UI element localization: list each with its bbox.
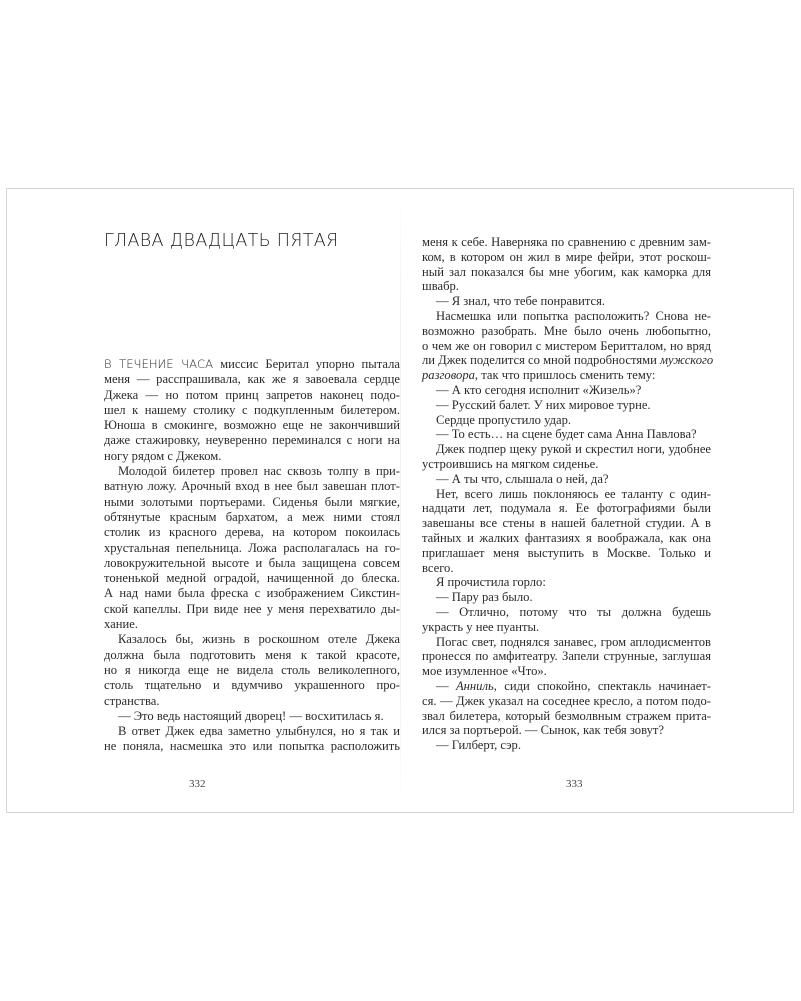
text-segment: пронесся по амфитеатру. Запели струнные, заглушая (422, 649, 711, 664)
text-segment: столик из красного дерева, на котором покоилась (104, 525, 400, 540)
italic-text: Анниль (455, 678, 494, 693)
text-line (422, 709, 711, 724)
text-segment: ватную ложу. Арочный вход в нее был завешан плот- (104, 479, 400, 494)
text-line (104, 372, 400, 387)
left-page-text (104, 357, 400, 755)
text-line (104, 464, 400, 479)
text-line (104, 663, 400, 678)
text-line (422, 694, 711, 709)
text-segment: столь тщательно и вдумчиво украшенного про- (104, 678, 400, 693)
text-segment: — Я знал, что тебе понравится. (436, 294, 606, 309)
text-segment: возможно разобрать. Мне было очень любопытно, (422, 323, 711, 338)
text-segment: ся. — Джек указал на соседнее кресло, а потом подо- (422, 693, 711, 708)
text-line (104, 571, 400, 586)
text-segment: Погас свет, поднялся занавес, гром аплодисментов (436, 634, 711, 649)
text-line (104, 388, 400, 403)
text-segment: хание. (104, 617, 138, 632)
text-line (422, 398, 711, 413)
text-segment: тоненькой медной оградой, начищенной до блеска. (104, 571, 400, 586)
text-segment: Сердце пропустило удар. (436, 412, 572, 427)
page-number-right: 333 (566, 778, 583, 790)
text-segment: мое изумленное «Что». (422, 664, 547, 679)
text-segment: но я никогда еще не видела столь великолепного, (104, 662, 400, 677)
book-fold (400, 189, 401, 812)
text-segment: Насмешка или попытка расположить? Снова не- (436, 308, 711, 323)
italic-text: мужского (659, 353, 714, 368)
text-segment: — Русский балет. У них мировое турне. (436, 397, 651, 412)
text-segment: Юноша в смокинге, возможно еще не закончивший (104, 418, 400, 433)
text-segment: должна была подготовить меня к такой красоте, (104, 647, 400, 662)
text-line (422, 679, 711, 694)
text-segment: приглашает меня выступить в Москве. Только и (422, 545, 711, 560)
text-segment: странства. (104, 693, 160, 708)
text-segment: ными золотыми портьерами. Сиденья были мягкие, (104, 494, 400, 509)
text-line (104, 694, 400, 709)
text-line (104, 479, 400, 494)
text-segment: швабр. (422, 279, 459, 294)
text-line (104, 739, 400, 754)
text-segment: ловокружительной высоте и была защищена совсем (104, 555, 400, 570)
text-line (422, 324, 711, 339)
text-line (422, 383, 711, 398)
italic-text: разговора (422, 368, 475, 383)
text-line (104, 510, 400, 525)
text-line (422, 442, 711, 457)
lead-in-caps: В ТЕЧЕНИЕ ЧАСА (104, 357, 214, 371)
text-segment: шел к нашему столику с подкупленным билетером. (104, 402, 400, 417)
text-line (422, 546, 711, 561)
text-line (422, 413, 711, 428)
text-line (422, 250, 711, 265)
text-segment: — Пару раз было. (436, 590, 533, 605)
text-segment: ился за портьерой. — Сынок, как тебя зовут? (422, 723, 664, 738)
text-segment: обтянутые красным бархатом, а меж ними стоял (104, 509, 400, 524)
text-segment: всего. (422, 560, 454, 575)
text-segment: завешаны все стены в нашей балетной студии. А в (422, 516, 711, 531)
text-segment: , сиди спокойно, спектакль начинает- (493, 678, 711, 693)
text-line (422, 235, 711, 250)
text-segment: ногу рядом с Джеком. (104, 448, 222, 463)
text-line (422, 368, 711, 383)
text-line (422, 649, 711, 664)
text-line (104, 403, 400, 418)
text-line (422, 605, 711, 620)
text-segment: Молодой билетер провел нас сквозь толпу в при- (118, 464, 400, 479)
text-segment: меня — расспрашивала, как же я завоевала сердце (104, 372, 400, 387)
text-segment: украсть у нее пуанты. (422, 619, 540, 634)
chapter-title: ГЛАВА ДВАДЦАТЬ ПЯТАЯ (104, 231, 339, 251)
text-segment: — Это ведь настоящий дворец! — восхитилась я. (118, 708, 384, 723)
text-line (104, 495, 400, 510)
text-line (104, 357, 400, 372)
text-line (422, 265, 711, 280)
text-segment: В ответ Джек едва заметно улыбнулся, но я так и (118, 724, 400, 739)
text-segment: Джека — но потом принц запретов наконец подо- (104, 387, 400, 402)
text-line (422, 339, 711, 354)
text-line (422, 309, 711, 324)
text-segment: хрустальная пепельница. Ложа располагалась на го- (104, 540, 400, 555)
text-line (104, 433, 400, 448)
text-segment: — А кто сегодня исполнит «Жизель»? (436, 382, 642, 397)
text-segment: , так что пришлось сменить тему: (474, 368, 656, 383)
text-segment: надцати лет, подумала я. Ее фотографиями были (422, 501, 711, 516)
text-line (422, 279, 711, 294)
text-line (422, 575, 711, 590)
text-line (422, 472, 711, 487)
text-line (104, 541, 400, 556)
text-line (422, 294, 711, 309)
text-line (422, 487, 711, 502)
text-segment: меня к себе. Наверняка по сравнению с древним зам- (422, 235, 711, 249)
text-line (104, 724, 400, 739)
page-number-left: 332 (189, 778, 206, 790)
text-line (104, 632, 400, 647)
text-line (422, 531, 711, 546)
text-line (422, 723, 711, 738)
text-segment: Нет, всего лишь поклоняюсь ее таланту с один- (436, 486, 711, 501)
text-line (104, 617, 400, 632)
text-segment: не поняла, насмешка это или попытка расположить (104, 739, 400, 754)
text-segment: — То есть… на сцене будет сама Анна Павлова? (436, 427, 697, 442)
text-segment: ской капеллы. При виде нее у меня перехватило ды- (104, 601, 400, 616)
text-segment: — (436, 678, 456, 693)
text-segment: А над нами была фреска с изображением Сикстин- (104, 586, 400, 601)
text-segment: — Гилберт, сэр. (436, 738, 521, 753)
text-line (422, 590, 711, 605)
text-line (422, 561, 711, 576)
text-segment: ком, в котором он жил в мире фейри, этот роскош- (422, 249, 711, 264)
text-line (422, 353, 714, 368)
text-line (422, 501, 711, 516)
text-segment: Джек подпер щеку рукой и скрестил ноги, удобнее (436, 442, 711, 457)
right-page-text (422, 235, 714, 753)
text-segment: звал билетера, который безмолвным стражем прита- (422, 708, 711, 723)
text-segment: даже стажировку, неуверенно переминался с ноги на (104, 433, 400, 448)
text-line (422, 664, 711, 679)
text-segment: о чем же он говорил с мистером Беритталом, но вряд (422, 338, 711, 353)
text-segment: ли Джек поделится со мной подробностями (422, 353, 660, 368)
text-line (104, 678, 400, 693)
text-line (422, 620, 711, 635)
text-line (104, 449, 400, 464)
text-line (104, 525, 400, 540)
text-segment: тайных и жалких фантазиях я воображала, как она (422, 530, 711, 545)
text-line (104, 586, 400, 601)
text-line (104, 418, 400, 433)
text-line (422, 516, 711, 531)
text-line (422, 738, 711, 753)
text-segment: ный зал показался бы мне убогим, как каморка для (422, 264, 711, 279)
text-segment: Казалось бы, жизнь в роскошном отеле Джека (118, 632, 400, 647)
text-line (422, 427, 711, 442)
text-line (104, 556, 400, 571)
text-segment: устроившись на мягком сиденье. (422, 456, 599, 471)
text-line (104, 709, 400, 724)
text-segment: — А ты что, слышала о ней, да? (436, 471, 609, 486)
text-line (422, 635, 711, 650)
text-line (104, 648, 400, 663)
text-segment: Я прочистила горло: (436, 575, 546, 590)
text-segment: — Отлично, потому что ты должна будешь (436, 604, 711, 619)
text-line (104, 602, 400, 617)
text-segment: миссис Беритал упорно пытала (213, 357, 400, 371)
text-line (422, 457, 711, 472)
